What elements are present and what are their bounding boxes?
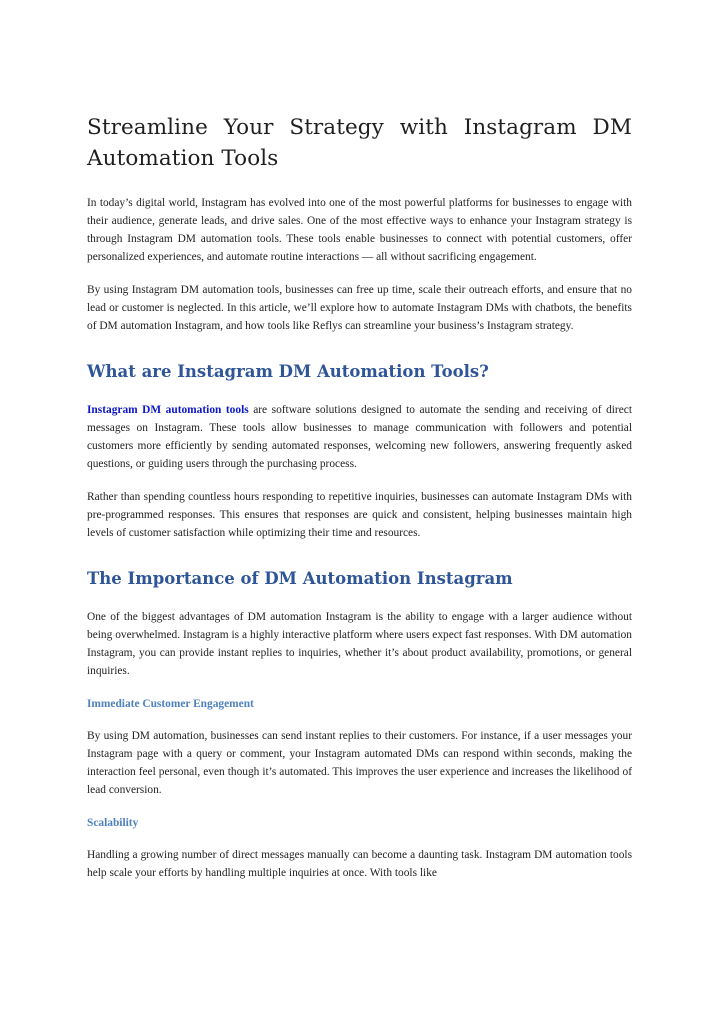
- scalability-paragraph: Handling a growing number of direct messages manually can become a daunting task. Instagram DM automation tools help scale your efforts by handling multiple inquiries at once. With tools like: [87, 849, 632, 879]
- section-heading-importance: The Importance of DM Automation Instagram: [87, 569, 513, 588]
- instagram-dm-automation-tools-link[interactable]: Instagram DM automation tools: [87, 404, 249, 416]
- section2-paragraph-1: One of the biggest advantages of DM automation Instagram is the ability to engage with a larger audience without being overwhelmed. Instagram is a highly interactive platform where users expect fast responses. With DM automation Instagram, you can provide instant replies to inquiries, whether it’s about product availability, promotions, or general inquiries.: [87, 611, 632, 677]
- intro-paragraph-2: By using Instagram DM automation tools, businesses can free up time, scale their outreach efforts, and ensure that no lead or customer is neglected. In this article, we’ll explore how to automate Instagram DMs with chatbots, the benefits of DM automation Instagram, and how tools like Reflys can streamline your business’s Instagram strategy.: [87, 284, 632, 332]
- title-line-2: Automation Tools: [87, 146, 279, 171]
- title-line-1: Streamline Your Strategy with Instagram DM: [87, 115, 632, 140]
- immediate-engagement-paragraph: By using DM automation, businesses can send instant replies to their customers. For instance, if a user messages your Instagram page with a query or comment, your Instagram automated DMs can respond within seconds, making the interaction feel personal, even though it’s automated. This improves the user experience and increases the likelihood of lead conversion.: [87, 730, 632, 796]
- section1-paragraph-1-text: are software solutions designed to automate the sending and receiving of direct messages on Instagram. These tools allow businesses to manage communication with followers and potential customers more efficiently by sending automated responses, welcoming new followers, answering frequently asked questions, or guiding users through the purchasing process.: [87, 404, 632, 470]
- article-body: [87, 112, 632, 897]
- article-title: [87, 112, 632, 174]
- subheading-immediate-engagement: Immediate Customer Engagement: [87, 698, 254, 710]
- subheading-scalability: Scalability: [87, 817, 139, 829]
- section-heading-what-are-tools: What are Instagram DM Automation Tools?: [87, 362, 489, 381]
- section1-paragraph-1: [87, 401, 632, 473]
- section1-paragraph-2: Rather than spending countless hours responding to repetitive inquiries, businesses can automate Instagram DMs with pre-programmed responses. This ensures that responses are quick and consistent, helping businesses maintain high levels of customer satisfaction while optimizing their time and resources.: [87, 491, 632, 539]
- intro-paragraph-1: In today’s digital world, Instagram has evolved into one of the most powerful platforms for businesses to engage with their audience, generate leads, and drive sales. One of the most effective ways to enhance your Instagram strategy is through Instagram DM automation tools. These tools enable businesses to connect with potential customers, offer personalized experiences, and automate routine interactions — all without sacrificing engagement.: [87, 197, 632, 263]
